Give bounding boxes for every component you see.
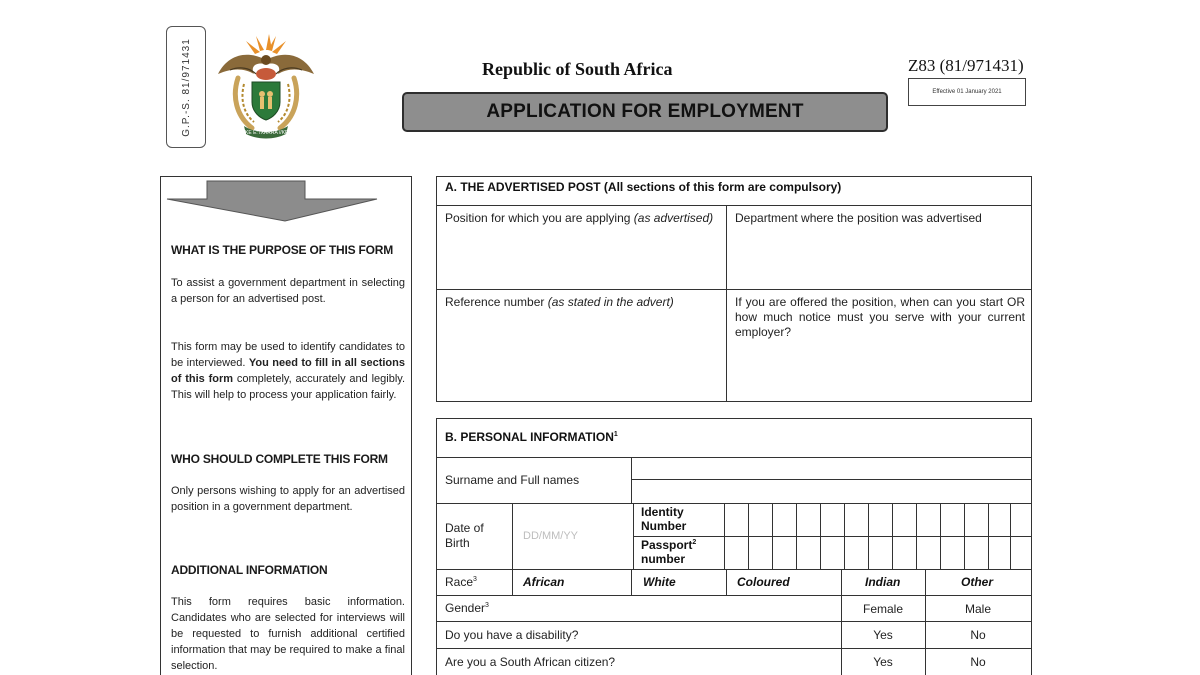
passport-label: [641, 538, 721, 566]
id-number-label: Identity Number: [641, 505, 687, 533]
additional-text: This form requires basic information. Candidates who are selected for interviews will be requested to furnish additional certified information that may be required to make a final selection.: [171, 596, 405, 672]
effective-date: Effective 01 January 2021: [932, 89, 1002, 95]
reference-field[interactable]: [445, 295, 719, 310]
race-option-white[interactable]: White: [643, 575, 676, 589]
surname-input[interactable]: [633, 459, 1029, 501]
reference-note: (as stated in the advert): [547, 295, 674, 309]
additional-heading: ADDITIONAL INFORMATION: [171, 563, 328, 577]
usage-text-part2: completely, accurately and legibly. This will help to process your application fairly.: [171, 373, 405, 401]
section-b-title-sup: 1: [613, 431, 618, 438]
disability-label: Do you have a disability?: [445, 628, 579, 642]
gender-option-male[interactable]: Male: [964, 602, 991, 616]
form-title: APPLICATION FOR EMPLOYMENT: [486, 101, 804, 122]
race-option-other[interactable]: Other: [961, 575, 994, 589]
section-b-title-text: B. PERSONAL INFORMATION: [445, 430, 614, 444]
form-title-banner: [402, 92, 888, 132]
race-option-african[interactable]: African: [523, 575, 565, 589]
position-note: (as advertised): [633, 211, 714, 225]
coat-of-arms-logo: [210, 30, 322, 142]
reference-label: Reference number: [445, 295, 545, 309]
race-option-indian[interactable]: Indian: [865, 575, 901, 589]
gender-label-text: Gender: [445, 601, 486, 615]
purpose-text: To assist a government department in selecting a person for an advertised post.: [171, 277, 405, 305]
effective-date-box: [908, 78, 1026, 106]
position-label: Position for which you are applying: [445, 211, 631, 225]
id-number-input[interactable]: [725, 504, 1031, 536]
section-b-title: [445, 430, 618, 444]
who-text: Only persons wishing to apply for an advertised position in a government department.: [171, 485, 405, 513]
passport-number-input[interactable]: [725, 537, 1031, 569]
gps-code: G.P.-S. 81/971431: [180, 37, 192, 137]
republic-heading: Republic of South Africa: [482, 59, 673, 79]
passport-label-sup: 2: [692, 539, 697, 546]
gender-option-female[interactable]: Female: [862, 602, 903, 616]
info-panel: [160, 176, 412, 675]
gender-label-sup: 3: [485, 602, 489, 609]
position-field[interactable]: [445, 211, 719, 226]
section-b-personal-information: [436, 418, 1032, 675]
crest-motto: !KE E: /XARRA //KE: [243, 130, 289, 136]
dob-input[interactable]: DD/MM/YY: [523, 530, 578, 542]
surname-label: Surname and Full names: [445, 473, 580, 487]
department-field[interactable]: [735, 211, 1025, 226]
section-a-advertised-post: [436, 176, 1032, 402]
section-a-title: A. THE ADVERTISED POST (All sections of this form are compulsory): [445, 180, 842, 194]
passport-label-text: Passport: [641, 538, 693, 552]
race-option-coloured[interactable]: Coloured: [737, 575, 790, 589]
gps-code-box: [166, 26, 206, 148]
form-code: Z83 (81/971431): [908, 56, 1024, 75]
who-heading: WHO SHOULD COMPLETE THIS FORM: [171, 452, 388, 466]
disability-option-yes[interactable]: Yes: [873, 628, 893, 642]
race-label-sup: 3: [473, 576, 477, 583]
usage-text: [171, 339, 405, 403]
race-label: [445, 575, 477, 590]
down-arrow-icon: [165, 179, 405, 223]
notice-field[interactable]: [735, 295, 1025, 340]
citizen-label: Are you a South African citizen?: [445, 655, 616, 669]
disability-option-no[interactable]: No: [970, 628, 986, 642]
passport-label-text-2: number: [641, 552, 686, 566]
race-label-text: Race: [445, 575, 474, 589]
citizen-option-no[interactable]: No: [970, 655, 986, 669]
usage-text-bold: You need to fill in all sections of this form: [171, 357, 405, 385]
usage-text-part1: This form may be used to identify candidates to be interviewed.: [171, 341, 405, 369]
citizen-option-yes[interactable]: Yes: [873, 655, 893, 669]
gender-label: [445, 601, 489, 616]
dob-label: Date of Birth: [445, 521, 484, 550]
department-label: Department where the position was advertised: [735, 211, 982, 225]
purpose-heading: WHAT IS THE PURPOSE OF THIS FORM: [171, 243, 394, 257]
notice-label: If you are offered the position, when can you start OR how much notice must you serve with your current employer?: [735, 295, 1025, 339]
